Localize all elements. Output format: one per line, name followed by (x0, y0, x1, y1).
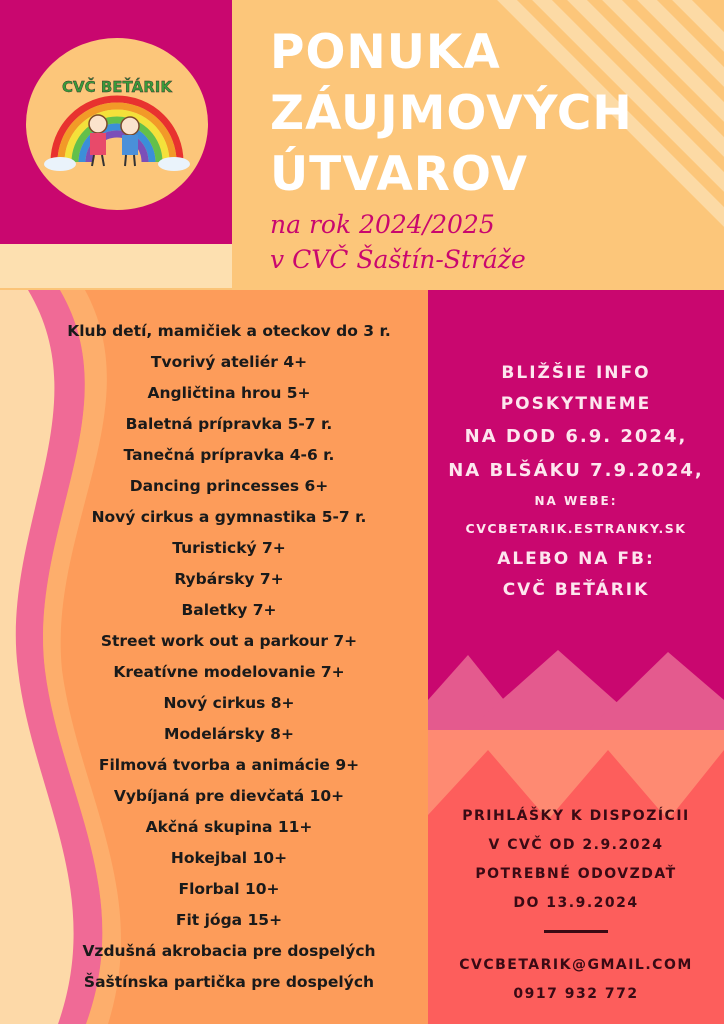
info-line: ALEBO NA FB: (497, 549, 655, 569)
list-item: Kreatívne modelovanie 7+ (113, 663, 345, 681)
rainbow-logo-icon (26, 38, 208, 210)
activities-list (40, 316, 418, 998)
list-item: Florbal 10+ (178, 880, 280, 898)
title-line: ZÁUJMOVÝCH (270, 86, 633, 141)
info-block (428, 358, 724, 606)
list-item: Baletky 7+ (181, 601, 277, 619)
list-item: Baletná prípravka 5-7 r. (125, 415, 333, 433)
list-item: Nový cirkus a gymnastika 5-7 r. (91, 508, 367, 526)
title-line: ÚTVAROV (270, 147, 529, 202)
list-item: Vzdušná akrobacia pre dospelých (82, 942, 376, 960)
info-line: BLIŽŠIE INFO (501, 363, 651, 383)
page-title (270, 22, 710, 205)
logo (26, 38, 208, 210)
list-item: Dancing princesses 6+ (129, 477, 329, 495)
phone-number[interactable]: 0917 932 772 (513, 986, 639, 1002)
list-item: Tvorivý ateliér 4+ (150, 353, 308, 371)
list-item: Filmová tvorba a animácie 9+ (98, 756, 360, 774)
list-item: Street work out a parkour 7+ (100, 632, 358, 650)
list-item: Fit jóga 15+ (175, 911, 283, 929)
registration-line: PRIHLÁŠKY K DISPOZÍCII (462, 808, 690, 824)
subtitle-line: na rok 2024/2025 (270, 210, 495, 239)
list-item: Rybársky 7+ (174, 570, 284, 588)
logo-text: CVČ BEŤÁRIK (62, 78, 172, 96)
list-item: Klub detí, mamičiek a oteckov do 3 r. (67, 322, 391, 340)
list-item: Tanečná prípravka 4-6 r. (123, 446, 335, 464)
header-accent-strip (0, 244, 232, 288)
registration-line: POTREBNÉ ODOVZDAŤ (475, 866, 677, 882)
info-line: NA WEBE: (534, 494, 618, 508)
list-item: Nový cirkus 8+ (163, 694, 295, 712)
title-line: PONUKA (270, 25, 501, 80)
info-line: POSKYTNEME (500, 394, 652, 414)
info-line: NA DOD 6.9. 2024, (464, 426, 688, 447)
list-item: Šaštínska partička pre dospelých (83, 973, 375, 991)
list-item: Modelársky 8+ (164, 725, 294, 743)
registration-line: DO 13.9.2024 (513, 895, 639, 911)
list-item: Vybíjaná pre dievčatá 10+ (113, 787, 345, 805)
email-link[interactable]: CVCBETARIK@GMAIL.COM (459, 957, 693, 973)
list-item: Akčná skupina 11+ (145, 818, 313, 836)
page-subtitle (270, 207, 710, 277)
list-item: Turistický 7+ (172, 539, 286, 557)
list-item: Angličtina hrou 5+ (147, 384, 311, 402)
list-item: Hokejbal 10+ (170, 849, 288, 867)
website-link[interactable]: CVCBETARIK.ESTRANKY.SK (465, 521, 687, 536)
subtitle-line: v CVČ Šaštín-Stráže (270, 245, 526, 274)
info-line: NA BLŠÁKU 7.9.2024, (448, 460, 704, 481)
facebook-link[interactable]: CVČ BEŤÁRIK (502, 580, 650, 600)
registration-block (428, 802, 724, 1009)
divider (544, 930, 608, 933)
registration-line: V CVČ OD 2.9.2024 (488, 837, 664, 853)
